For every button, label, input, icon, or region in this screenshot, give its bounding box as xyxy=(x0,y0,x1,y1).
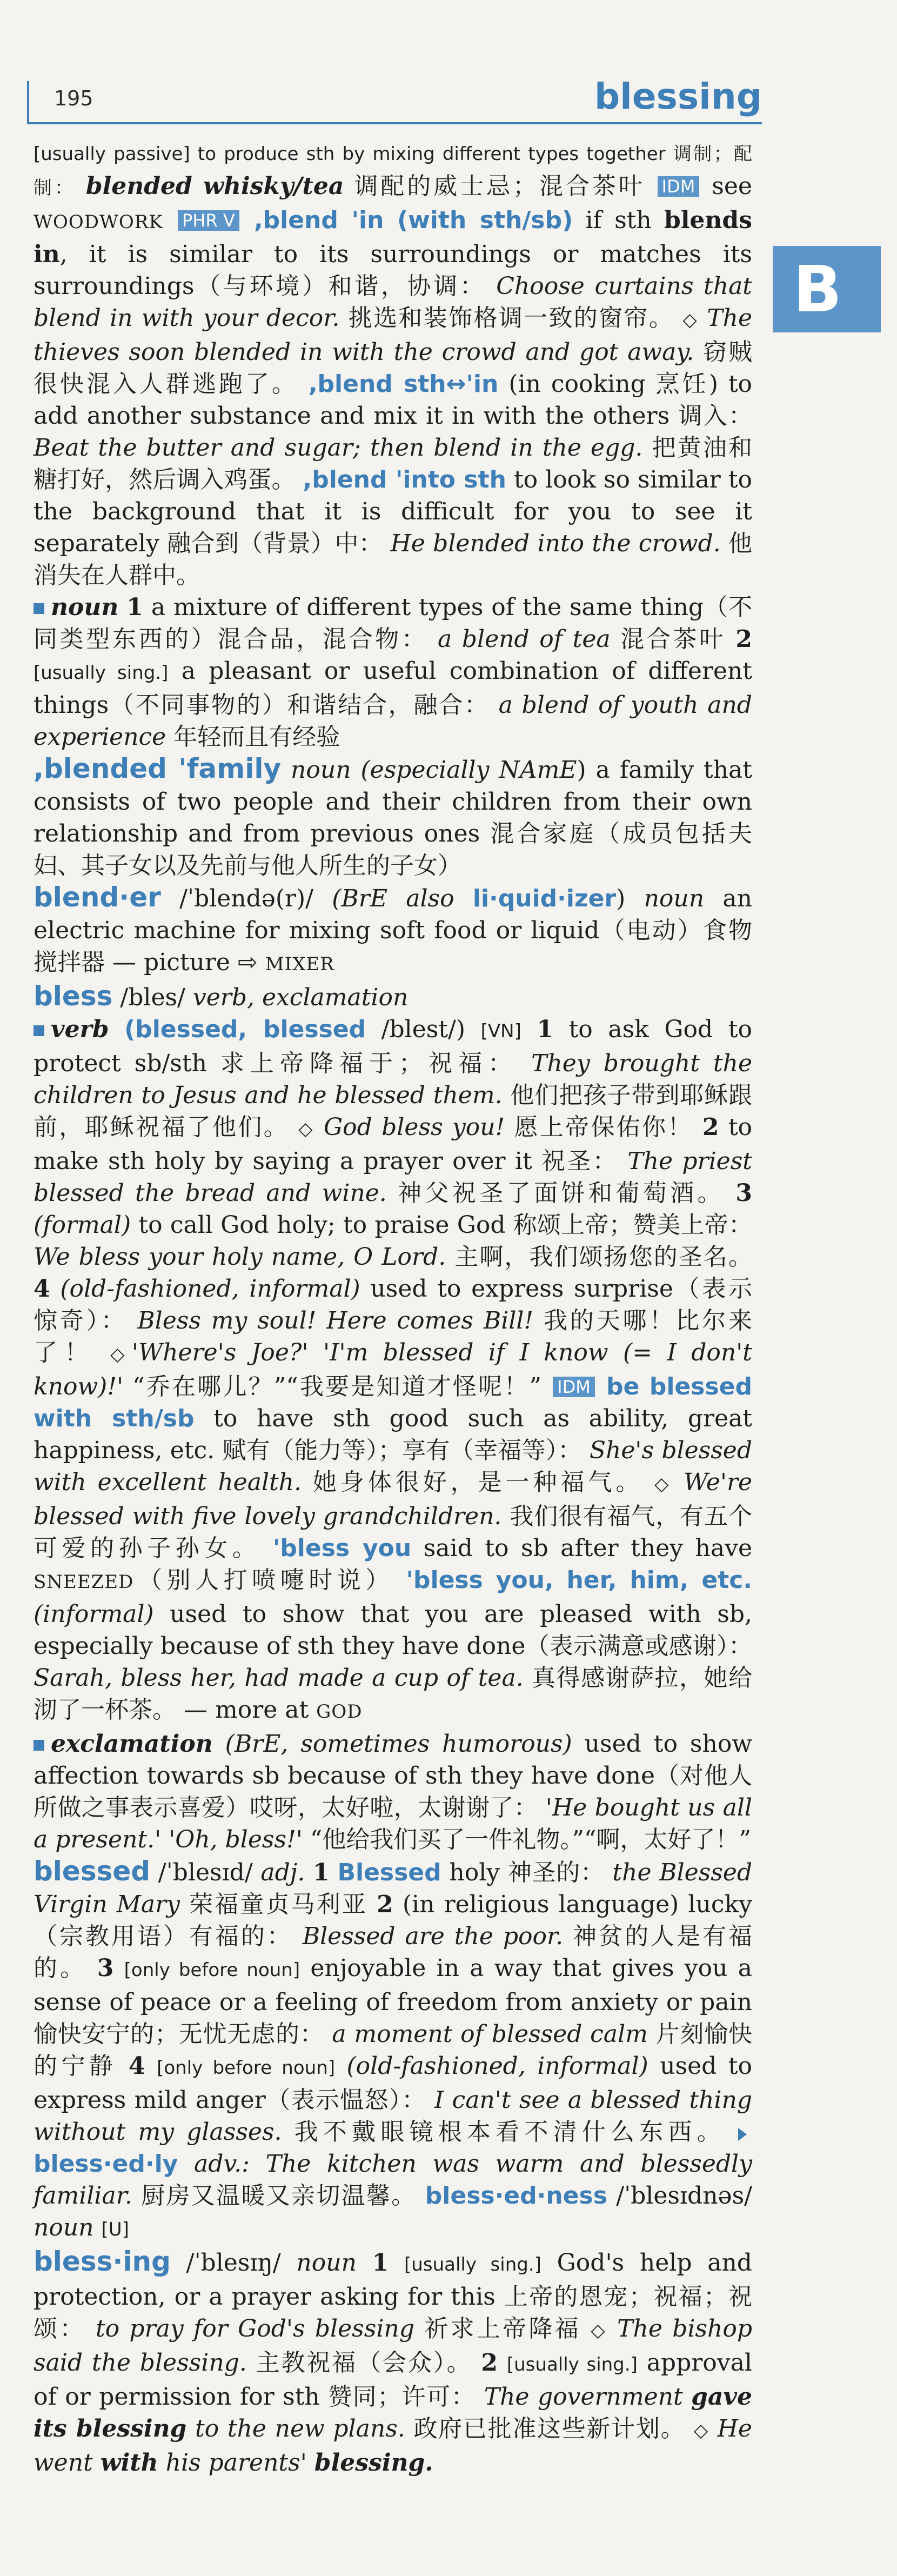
definition: approval of or permission for sth 赞同；许可： xyxy=(34,2349,752,2411)
entry-blessing: bless·ing /ˈblesɪŋ/ noun 1 [usually sing.] God's help and protection, or a prayer asking for this 上帝的恩宠；祝福；祝颂： to pray for God's blessing 祈求上帝降福 ◇ The bishop said the blessing. 主教祝福（会众）。 2 [usually sing.] approval of or permission for sth 赞同；许可： The government gave its blessing to the new plans. 政府已批准这些新计划。 ◇ He went with his parents' blessing. xyxy=(34,2246,753,2477)
pos-label: adv.: xyxy=(194,2150,250,2178)
variant-headword: li·quid·izer xyxy=(472,885,617,912)
example: We're blessed with five lovely grandchildren. xyxy=(34,1469,753,1530)
diamond-icon: ◇ xyxy=(298,1118,314,1140)
example: He went xyxy=(34,2415,752,2477)
example: I can't see a blessed thing without my glasses. xyxy=(34,2086,752,2146)
definition: used to express mild anger（表示愠怒）： xyxy=(34,2052,752,2114)
translation: 他消失在人群中。 xyxy=(34,530,752,589)
translation: 神贫的人是有福的。 xyxy=(34,1923,752,1982)
dictionary-body xyxy=(34,136,752,2479)
example: We bless your holy name, O Lord. xyxy=(34,1243,446,1271)
definition: to have sth good such as ability, great happiness, etc. 赋有（能力等）；享有（幸福等）： xyxy=(34,1405,752,1464)
pronunciation: /blest/) xyxy=(381,1016,466,1043)
translation: “他给我们买了一件礼物。”“啊，太好了！” xyxy=(310,1826,751,1853)
thumb-tab-letter: B xyxy=(793,252,842,326)
translation: 荣福童贞马利亚 xyxy=(189,1891,367,1918)
pronunciation: /ˈblesɪd/ xyxy=(158,1859,253,1886)
example: Blessed are the poor. xyxy=(302,1923,564,1950)
cross-ref-word: SNEEZED xyxy=(34,1571,134,1593)
register-label: (informal) xyxy=(34,1600,154,1628)
translation: 把黄油和糖打好，然后调入鸡蛋。 xyxy=(34,434,753,493)
translation: 厨房又温暖又亲切温馨。 xyxy=(141,2182,417,2210)
example: 'Where's Joe?' 'I'm blessed if I know (= I don't know)!' xyxy=(34,1339,752,1400)
header-left-rule xyxy=(27,81,29,124)
definition: to make sth holy by saying a prayer over it 祝圣： xyxy=(34,1113,752,1175)
verb-pattern: [VN] xyxy=(480,1020,521,1042)
entry-blender xyxy=(34,882,752,980)
definition: (in religious language) lucky（宗教用语）有福的： xyxy=(34,1891,752,1950)
grammar-label: [usually sing.] xyxy=(506,2354,638,2375)
cross-ref-link[interactable]: MIXER xyxy=(265,953,334,975)
entry-blend-continued xyxy=(34,136,752,591)
definition: ) a family that consists of two people and their children from their own relationship and from previous ones 混合家庭（成员包括夫妇、其子女以及先前与他人所生的子女） xyxy=(34,756,752,879)
idm-badge: IDM xyxy=(658,176,700,197)
translation: 年轻而且有经验 xyxy=(173,723,340,751)
register-label: (old-fashioned, informal) xyxy=(346,2052,648,2080)
pronunciation: /ˈblesɪdnəs/ xyxy=(616,2182,752,2210)
headword: ,blended 'family xyxy=(34,753,282,784)
definition: God's help and protection, or a prayer asking for this 上帝的恩宠；祝福；祝颂： xyxy=(34,2249,752,2343)
definition: an electric machine for mixing soft food or liquid（电动）食物搅拌器 — picture xyxy=(34,885,752,976)
square-bullet-icon xyxy=(34,1740,44,1751)
grammar-label: [U] xyxy=(101,2219,129,2240)
cross-ref-link[interactable]: GOD xyxy=(316,1701,363,1723)
example: 'He bought us all a present.' 'Oh, bless!' xyxy=(34,1794,752,1853)
translation: 混合茶叶 xyxy=(620,625,726,653)
entry-blended-family xyxy=(34,753,752,882)
example: He blended into the crowd. xyxy=(390,530,721,557)
verb-forms: (blessed, blessed xyxy=(124,1016,366,1043)
example: The thieves soon blended in with the crowd and got away. xyxy=(34,304,752,366)
diamond-icon: ◇ xyxy=(591,2320,607,2341)
headword: blessed xyxy=(34,1856,151,1887)
diamond-icon: ◇ xyxy=(110,1344,132,1365)
arrow-icon: ⇨ xyxy=(237,949,258,976)
example: a blend of tea xyxy=(438,625,611,653)
pos-label: adj. xyxy=(260,1859,305,1886)
derivative-headword: bless·ed·ness xyxy=(425,2182,607,2210)
usage-label: (BrE also xyxy=(332,885,454,912)
diamond-icon: ◇ xyxy=(682,309,698,331)
translation: 主教祝福（会众）。 xyxy=(256,2349,472,2377)
translation: 愿上帝保佑你！ xyxy=(514,1113,693,1141)
idiom: be blessed with sth/sb xyxy=(34,1373,752,1432)
example: God bless you! xyxy=(324,1113,505,1141)
pos-label: verb, exclamation xyxy=(192,984,409,1011)
example-collocation: with xyxy=(100,2449,158,2477)
definition: used to show affection towards sb because of sth they have done（对他人所做之事表示喜爱）哎呀，太好啦，太谢谢了： xyxy=(34,1730,752,1821)
diamond-icon: ◇ xyxy=(693,2420,709,2441)
entry-blessed: blessed /ˈblesɪd/ adj. 1 Blessed holy 神圣的： the Blessed Virgin Mary 荣福童贞马利亚 2 (in religious language) lucky（宗教用语）有福的： Blessed are the poor. 神贫的人是有福的。 3 [only before noun] enjoyable in a way that gives you a sense of peace or a feeling of freedom from anxiety or pain 愉快安宁的；无忧无虑的： a moment of blessed calm 片刻愉快的宁静 4 [only before noun] (old-fashioned, informal) used to express mild anger（表示愠怒）： I can't see a blessed thing without my glasses. 我不戴眼镜根本看不清什么东西。 bless·ed·ly adv.: The kitchen was warm and blessedly familiar. 厨房又温暖又亲切温馨。 bless·ed·ness /ˈblesɪdnəs/ noun [U] xyxy=(34,1856,752,2241)
entry-bless-verb: verb (blessed, blessed /blest/) [VN] 1 to ask God to protect sb/sth 求上帝降福于；祝福： They brought the children to Jesus and he blessed them. 他们把孩子带到耶稣跟前，耶稣祝福了他们。 ◇ God bless you! 愿上帝保佑你！ 2 to make sth holy by saying a prayer over it 祝圣： The priest blessed the bread and wine. 神父祝圣了面饼和葡萄酒。 3 (formal) to call God holy; to praise God 称颂上帝；赞美上帝： We bless your holy name, O Lord. 主啊，我们颂扬您的圣名。 4 (old-fashioned, informal) used to express surprise（表示惊奇）： Bless my soul! Here comes Bill! 我的天哪！比尔来了！ ◇'Where's Joe?' 'I'm blessed if I know (= I don't know)!' “乔在哪儿？”“我要是知道才怪呢！” IDM be blessed with sth/sb to have sth good such as ability, great happiness, etc. 赋有（能力等）；享有（幸福等）： She's blessed with excellent health. 她身体很好，是一种福气。 ◇ We're blessed with five lovely grandchildren. 我们很有福气，有五个可爱的孙子孙女。 'bless you said to sb after they have SNEEZED（别人打喷嚏时说） 'bless you, her, him, etc. (informal) used to show that you are pleased with sb, especially because of sth they have done（表示满意或感谢）： Sarah, bless her, had made a cup of tea. 真得感谢萨拉，她给沏了一杯茶。 — more at GOD xyxy=(34,1016,753,1724)
page-number: 195 xyxy=(54,86,93,110)
idiom: 'bless you xyxy=(272,1534,412,1562)
pos-label: noun xyxy=(51,593,119,621)
example: The bishop said the blessing. xyxy=(34,2315,753,2377)
translation: 我们很有福气，有五个可爱的孙子孙女。 xyxy=(34,1503,752,1562)
grammar-label: [usually sing.] xyxy=(34,662,169,684)
diamond-icon: ◇ xyxy=(654,1473,673,1495)
phrasal-verb: ,blend sth↔'in xyxy=(308,370,499,398)
derivative-headword: bless·ed·ly xyxy=(34,2150,178,2178)
translation: 主啊，我们颂扬您的圣名。 xyxy=(454,1243,752,1271)
square-bullet-icon xyxy=(34,1025,44,1036)
entry-bless xyxy=(34,980,752,1013)
example: Beat the butter and sugar; then blend in the egg. xyxy=(34,434,643,462)
example: his parents' xyxy=(165,2449,307,2477)
example-collocation: blessing. xyxy=(314,2449,433,2477)
headword: blend·er xyxy=(34,882,161,913)
example: The kitchen was warm and blessedly familiar. xyxy=(34,2150,752,2210)
cross-ref-label: see xyxy=(712,172,752,200)
register-label: (formal) xyxy=(34,1211,131,1239)
region-label: NAmE xyxy=(499,756,577,784)
headword: bless·ing xyxy=(34,2246,171,2277)
phrase-bold: blends in xyxy=(34,206,752,268)
definition: to look so similar to the background that it is difficult for you to see it separately 融合到（背景）中： xyxy=(34,466,753,557)
phrasal-verb-badge: PHR V xyxy=(178,210,239,231)
pos-label: verb xyxy=(51,1016,109,1043)
definition: holy 神圣的： xyxy=(449,1859,605,1886)
running-headword: blessing xyxy=(594,76,762,117)
translation: 神父祝圣了面饼和葡萄酒。 xyxy=(398,1179,725,1207)
pronunciation: /bles/ xyxy=(120,984,185,1011)
translation: 政府已批准这些新计划。 xyxy=(413,2415,686,2442)
example: Bless my soul! Here comes Bill! xyxy=(137,1307,534,1334)
translation: 我不戴眼镜根本看不清什么东西。 xyxy=(294,2118,726,2146)
translation: 我的天哪！比尔来了！ xyxy=(34,1307,753,1366)
definition: to ask God to protect sb/sth 求上帝降福于；祝福： xyxy=(34,1016,752,1077)
pos-label: noun xyxy=(34,2214,94,2241)
headword: bless xyxy=(34,980,113,1012)
header-underline xyxy=(29,122,762,124)
register-label: (old-fashioned, informal) xyxy=(60,1275,360,1303)
definition: a pleasant or useful combination of different things（不同事物的）和谐结合，融合： xyxy=(34,657,752,719)
example: blended whisky/tea xyxy=(85,172,344,200)
punctuation: ) xyxy=(616,885,626,912)
phrasal-verb: ,blend 'in (with sth/sb) xyxy=(253,206,573,234)
idm-badge: IDM xyxy=(553,1377,595,1397)
example: to pray for God's blessing xyxy=(95,2315,414,2343)
pos-label: noun xyxy=(296,2249,357,2277)
sense-headword: Blessed xyxy=(337,1859,441,1886)
example: The priest blessed the bread and wine. xyxy=(34,1147,752,1207)
example: She's blessed with excellent health. xyxy=(34,1437,752,1496)
translation: 真得感谢萨拉，她给沏了一杯茶。 xyxy=(34,1664,752,1724)
definition: a mixture of different types of the same thing（不同类型东西的）混合品，混合物： xyxy=(34,593,752,653)
translation: 调配的威士忌；混合茶叶 xyxy=(354,172,645,200)
pos-label: noun xyxy=(644,885,705,912)
example: a moment of blessed calm xyxy=(332,2020,648,2048)
translation: 挑选和装饰格调一致的窗帘。 xyxy=(348,304,674,332)
grammar-label: [only before noun] xyxy=(124,1959,300,1981)
translation: 他们把孩子带到耶稣跟前，耶稣祝福了他们。 xyxy=(34,1082,752,1141)
example: to the new plans. xyxy=(195,2415,405,2442)
translation: 她身体很好，是一种福气。 xyxy=(312,1469,644,1496)
idiom: 'bless you, her, him, etc. xyxy=(406,1566,752,1594)
pronunciation: /ˈblendə(r)/ xyxy=(179,885,314,912)
pos-label: noun xyxy=(291,756,351,784)
entry-bless-exclamation xyxy=(34,1728,752,1856)
square-bullet-icon xyxy=(34,603,44,614)
translation: “乔在哪儿？”“我要是知道才怪呢！” xyxy=(132,1373,541,1400)
grammar-label: [only before noun] xyxy=(157,2057,336,2079)
definition: used to express surprise（表示惊奇）： xyxy=(34,1275,752,1334)
definition: , it is similar to its surroundings or matches its surroundings（与环境）和谐，协调： xyxy=(34,241,752,300)
entry-blend-noun: noun 1 a mixture of different types of the same thing（不同类型东西的）混合品，混合物： a blend of tea 混合茶叶 2 [usually sing.] a pleasant or useful combination of different things（不同事物的）和谐结合，融合： a blend of youth and experience 年轻而且有经验 xyxy=(34,593,753,751)
cross-ref-link[interactable]: WOODWORK xyxy=(34,211,163,233)
example: Sarah, bless her, had made a cup of tea. xyxy=(34,1664,524,1692)
blend-sense-text: [usually passive] to produce sth by mixing different types together 调制；配制： xyxy=(34,143,752,199)
example: Choose curtains that blend in with your decor. xyxy=(34,272,752,332)
derivative-triangle-icon xyxy=(738,2128,747,2141)
more-at-label: — more at xyxy=(184,1696,309,1724)
definition: said to sb after they have xyxy=(423,1534,752,1562)
phrasal-verb: ,blend 'into sth xyxy=(303,466,506,493)
usage-label: (especially xyxy=(360,756,490,784)
example: the Blessed Virgin Mary xyxy=(34,1859,752,1918)
letter-thumb-tab xyxy=(773,246,881,332)
definition: if sth xyxy=(585,206,652,234)
register-label: (BrE, sometimes humorous) xyxy=(225,1730,572,1758)
pos-label: exclamation xyxy=(51,1730,213,1758)
translation: 片刻愉快的宁静 xyxy=(34,2020,752,2080)
page-header xyxy=(22,76,762,124)
definition: to call God holy; to praise God 称颂上帝；赞美上帝： xyxy=(138,1211,752,1239)
example: a blend of youth and experience xyxy=(34,691,752,751)
definition: used to show that you are pleased with sb, especially because of sth they have done（表示满意或感谢）： xyxy=(34,1600,752,1660)
definition: (in cooking 烹饪) to add another substance and mix it in with the others 调入： xyxy=(34,370,753,430)
pronunciation: /ˈblesɪŋ/ xyxy=(186,2249,281,2277)
grammar-label: [usually sing.] xyxy=(404,2254,541,2275)
example: The government xyxy=(484,2383,683,2411)
definition: enjoyable in a way that gives you a sense of peace or a feeling of freedom from anxiety or pain 愉快安宁的；无忧无虑的： xyxy=(34,1954,752,2048)
translation: （别人打喷嚏时说） xyxy=(133,1566,394,1594)
example-collocation: gave its blessing xyxy=(34,2383,752,2442)
translation: 祈求上帝降福 xyxy=(424,2315,581,2343)
translation: 窃贼很快混入人群逃跑了。 xyxy=(34,338,752,398)
example: They brought the children to Jesus and he blessed them. xyxy=(34,1050,752,1109)
